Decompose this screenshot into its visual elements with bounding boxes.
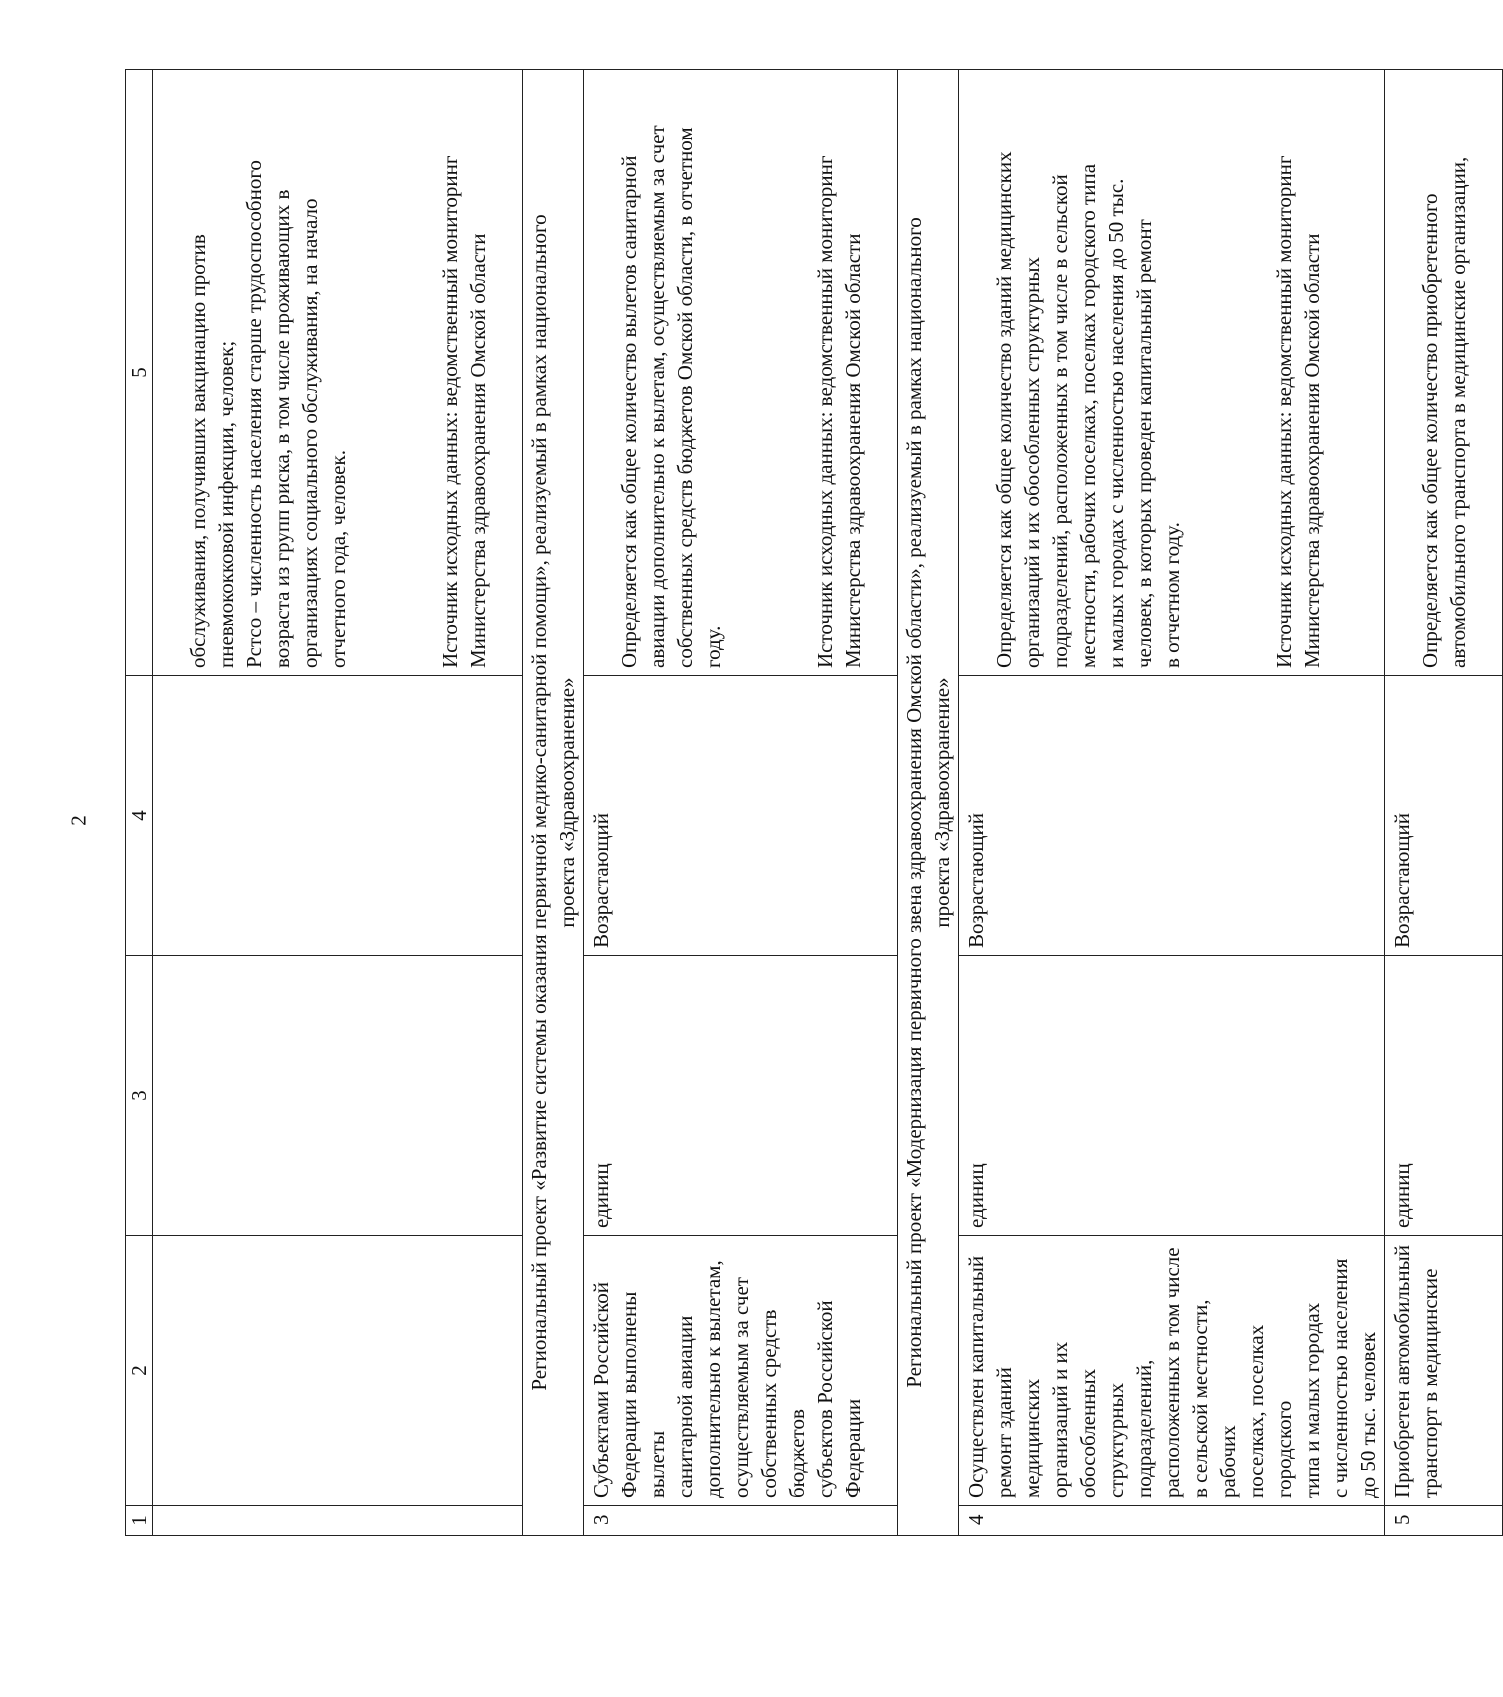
spacer [755, 77, 783, 668]
dynamics-type: Возрастающий [584, 676, 898, 956]
header-col-2: 2 [126, 1236, 153, 1506]
row-number [153, 1506, 523, 1536]
unit-of-measure: единиц [1385, 956, 1503, 1236]
header-col-1: 1 [126, 1506, 153, 1536]
data-source: Источник исходных данных: ведомственный мониторинг Министерства здравоохранения Омской области [438, 155, 490, 668]
row-number: 3 [584, 1506, 898, 1536]
data-source: Источник исходных данных: ведомственный мониторинг Министерства здравоохранения Омской области [1272, 155, 1324, 668]
table-row [1385, 70, 1503, 1536]
table-row [959, 70, 1385, 1536]
indicator-name: Субъектами Российской Федерации выполнены вылеты санитарной авиации дополнительно к вылетам, осуществляемым за счет собственных средств бюджетов субъектов Российской Федерации [584, 1236, 898, 1506]
method-text: Определяется как общее количество вылетов санитарной авиации дополнительно к вылетам, осуществляемым за счет собственных средств бюджетов Омской области, в отчетном году. [617, 125, 725, 668]
indicator-name: Приобретен автомобильный транспорт в медицинские [1385, 1236, 1503, 1506]
header-col-5: 5 [126, 70, 153, 676]
data-source: Источник исходных данных: ведомственный мониторинг Министерства здравоохранения Омской области [813, 155, 865, 668]
indicator-name [153, 1236, 523, 1506]
method-text: Определяется как общее количество зданий медицинских организаций и их обособленных структурных подразделений, расположенных в том числе в сельской местности, рабочих поселках, поселках городского типа и малых городах с численностью населения до 50 тыс. человек, в которых проведен капитальный ремонт в отчетном году. [992, 151, 1184, 668]
calculation-method [584, 70, 898, 676]
calculation-method [1385, 70, 1503, 676]
section-row [898, 70, 959, 1536]
unit-of-measure: единиц [584, 956, 898, 1236]
row-number: 5 [1385, 1506, 1503, 1536]
dynamics-type: Возрастающий [959, 676, 1385, 956]
section-title: Региональный проект «Развитие системы оказания первичной медико-санитарной помощи», реализуемый в рамках национального проекта «Здравоохранение» [523, 70, 584, 1536]
header-row [126, 70, 153, 1536]
table-row [584, 70, 898, 1536]
calculation-method [153, 70, 523, 676]
indicator-name: Осуществлен капитальный ремонт зданий медицинских организаций и их обособленных структурных подразделений, расположенных в том числе в сельской местности, рабочих поселках, поселках городского типа и малых городах с численностью населения до 50 тыс. человек [959, 1236, 1385, 1506]
header-col-4: 4 [126, 676, 153, 956]
spacer [380, 77, 408, 668]
unit-of-measure: единиц [959, 956, 1385, 1236]
method-text: Определяется как общее количество приобретенного автомобильного транспорта в медицинские организации, [1418, 156, 1470, 668]
dynamics-type: Возрастающий [1385, 676, 1503, 956]
header-col-3: 3 [126, 956, 153, 1236]
page-number: 2 [66, 815, 91, 826]
indicator-table-sheet [125, 70, 1470, 1536]
unit-of-measure [153, 956, 523, 1236]
spacer [1214, 77, 1242, 668]
method-text: обслуживания, получивших вакцинацию против пневмококковой инфекции, человек; Pстсо – численность населения старше трудоспособного возраста из групп риска, в том числе проживающих в организациях социального обслуживания, на начало отчетного года, человек. [186, 160, 350, 668]
table-row-continuation [153, 70, 523, 1536]
section-row [523, 70, 584, 1536]
dynamics-type [153, 676, 523, 956]
section-title: Региональный проект «Модернизация первичного звена здравоохранения Омской области», реализуемый в рамках национального проекта «Здравоохранение» [898, 70, 959, 1536]
row-number: 4 [959, 1506, 1385, 1536]
calculation-method [959, 70, 1385, 676]
indicator-table [125, 69, 1503, 1536]
